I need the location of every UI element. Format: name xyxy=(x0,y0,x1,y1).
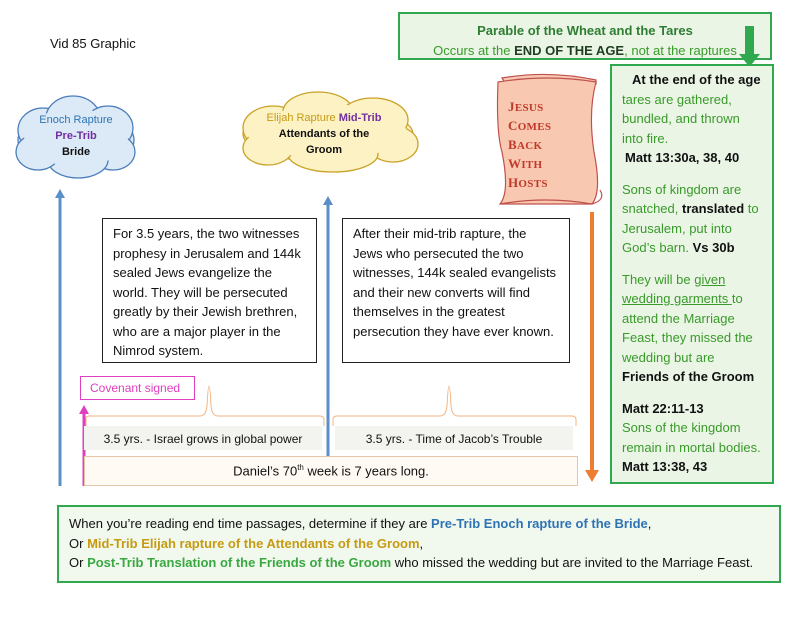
side-p1-ref: Matt 13:30a, 38, 40 xyxy=(625,150,740,165)
covenant-label: Covenant signed xyxy=(80,376,195,400)
first-half-description: For 3.5 years, the two witnesses prophesy in Jerusalem and 144k sealed Jews evangelize the world. They will be persecuted greatly by their Jewish brethren, who are a major player in the Nimrod system. xyxy=(102,218,317,363)
scroll-text: JESUS COMES BACK WITH HOSTS xyxy=(508,99,552,190)
elijah-cloud-label: Elijah Rapture Mid-Trib Attendants of the Groom xyxy=(266,112,382,156)
return-down-arrow-icon xyxy=(585,212,599,482)
side-p3: They will be given wedding garments to attend the Marriage Feast, they missed the wedding but are Friends of the Groom xyxy=(622,271,755,384)
side-p4: Matt 22:11-13 Sons of the kingdom remain in mortal bodies. Matt 13:38, 43 xyxy=(622,400,761,474)
guide-line-1: When you’re reading end time passages, determine if they are Pre-Trib Enoch rapture of the Bride, xyxy=(69,516,652,531)
period-second-half: 3.5 yrs. - Time of Jacob’s Trouble xyxy=(335,426,573,450)
period-first-half: 3.5 yrs. - Israel grows in global power xyxy=(84,426,322,450)
parable-title: Parable of the Wheat and the Tares xyxy=(477,23,693,38)
elijah-up-arrow-icon xyxy=(323,196,333,486)
side-p1-text: tares are gathered, bundled, and thrown into fire. xyxy=(622,91,740,146)
seventieth-week-bar: Daniel’s 70th week is 7 years long. xyxy=(84,456,578,486)
brace-second-half xyxy=(333,386,576,426)
graphic-label: Vid 85 Graphic xyxy=(50,36,136,51)
guide-line-2: Or Mid-Trib Elijah rapture of the Attendants of the Groom, xyxy=(69,535,424,551)
second-half-description: After their mid-trib rapture, the Jews who persecuted the two witnesses, 144k sealed evangelists and their new converts will find themselves in the greatest persecution they have ever known. xyxy=(342,218,570,363)
reading-guide-box xyxy=(57,505,781,583)
guide-line-3: Or Post-Trib Translation of the Friends of the Groom who missed the wedding but are invited to the Marriage Feast. xyxy=(69,555,754,570)
enoch-up-arrow-icon xyxy=(55,189,65,486)
parable-subtitle: Occurs at the END OF THE AGE, not at the raptures xyxy=(433,43,737,58)
side-p2: Sons of kingdom are snatched, translated to Jerusalem, put into God’s barn. Vs 30b xyxy=(622,181,759,255)
side-heading: At the end of the age xyxy=(632,72,761,87)
enoch-cloud-label: Enoch Rapture Pre-Trib Bride xyxy=(39,114,113,158)
